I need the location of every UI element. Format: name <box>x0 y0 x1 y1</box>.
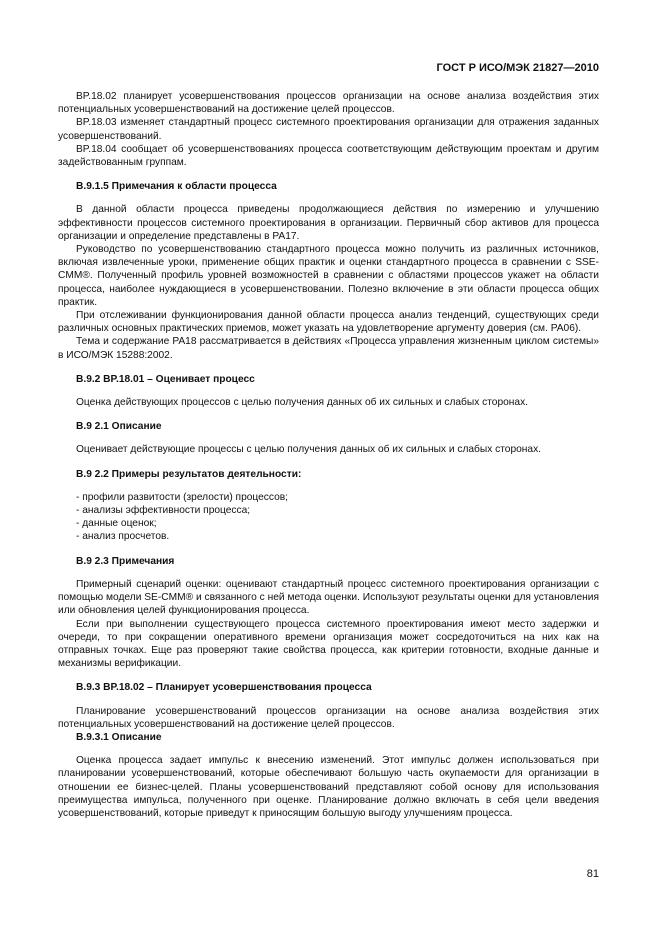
paragraph: Планирование усовершенствований процессов организации на основе анализа воздействия этих потенциальных усовершенствований на достижение целей процессов. <box>58 705 599 730</box>
paragraph: В данной области процесса приведены продолжающиеся действия по измерению и улучшению эффективности процессов системного проектирования в организации. Первичный сбор активов для процесса организации и определение представлены в PA17. <box>58 204 599 242</box>
page-number: 81 <box>586 868 599 880</box>
section-heading: В.9.3.1 Описание <box>76 731 162 743</box>
paragraph: При отслеживании функционирования данной области процесса анализ тенденций, существующих среди различных основных практических приемов, может указать на удовлетворение аргументу доверия (см. PA06). <box>58 310 599 335</box>
paragraph: Оценка действующих процессов с целью получения данных об их сильных и слабых сторонах. <box>76 397 528 409</box>
list-item: - анализ просчетов. <box>76 531 170 543</box>
paragraph: BP.18.03 изменяет стандартный процесс системного проектирования организации для отражения заданных усовершенствований. <box>58 117 599 142</box>
list-item: - анализы эффективности процесса; <box>76 505 251 517</box>
paragraph: Оценка процесса задает импульс к внесению изменений. Этот импульс должен использоваться при планировании усовершенствований, которые обеспечивают большую часть окупаемости для организации в отношении ее бизнес-целей. Планы усовершенствований представляют собой основу для использования преимущества импульса, полученного при оценке. Планирование должно включать в себя цели введения усовершенствований, которые приведут к приносящим большую выгоду улучшениям процесса. <box>58 755 599 819</box>
section-heading: В.9.3 BP.18.02 – Планирует усовершенствования процесса <box>76 682 372 694</box>
section-heading: В.9 2.1 Описание <box>76 421 162 433</box>
list-item: - профили развитости (зрелости) процессов; <box>76 491 288 503</box>
paragraph: BP.18.04 сообщает об усовершенствованиях процесса соответствующим действующим проектам и другим задействованным группам. <box>58 143 599 169</box>
section-heading: В.9 2.3 Примечания <box>76 555 175 567</box>
paragraph: Оценивает действующие процессы с целью получения данных об их сильных и слабых сторонах. <box>76 444 541 456</box>
paragraph: BP.18.02 планирует усовершенствования процессов организации на основе анализа воздействия этих потенциальных усовершенствований на достижение целей процессов. <box>58 91 599 116</box>
section-heading: В.9.1.5 Примечания к области процесса <box>76 181 277 193</box>
paragraph: Примерный сценарий оценки: оценивают стандартный процесс системного проектирования организации с помощью модели SE-CMM® и связанного с ней метода оценки. Используют результаты оценки для установления или обновления целей функционирования процесса. <box>58 578 599 617</box>
section-heading: В.9 2.2 Примеры результатов деятельности: <box>76 468 302 480</box>
page-body <box>58 90 599 820</box>
paragraph: Руководство по усовершенствованию стандартного процесса можно получить из различных источников, включая извлеченные уроки, применение общих практик и оценки стандартного процесса в сравнении с SSE-CMM®. Полученный профиль уровней возможностей в сравнении с областями процессов укажет на области процесса, наиболее нуждающиеся в усовершенствовании. Полезно включение в эти области процесса общих практик. <box>58 244 599 308</box>
list-item: - данные оценок; <box>76 518 157 530</box>
paragraph: Тема и содержание PA18 рассматривается в действиях «Процесса управления жизненным циклом системы» в ИСО/МЭК 15288:2002. <box>58 336 599 361</box>
document-header: ГОСТ Р ИСО/МЭК 21827—2010 <box>436 62 599 74</box>
paragraph: Если при выполнении существующего процесса системного проектирования имеют место задержки и очереди, то при сокращении оперативного времени организация может сосредоточиться на них как на отправных точках. Еще раз проверяют такие свойства процесса, как критерии готовности, входные данные и механизмы верификации. <box>58 618 599 670</box>
section-heading: В.9.2 BP.18.01 – Оценивает процесс <box>76 373 255 385</box>
